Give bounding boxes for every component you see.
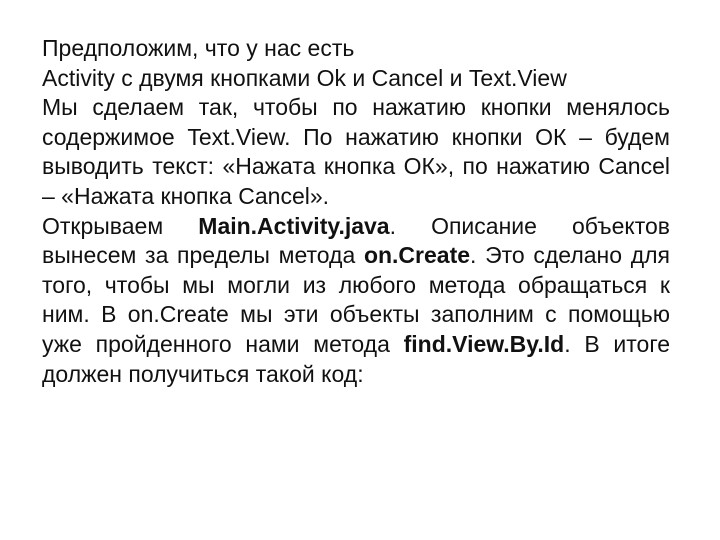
intro-line-2: Activity с двумя кнопками Ok и Cancel и Text.View bbox=[42, 64, 567, 91]
text-part-4: . В итоге должен получиться такой код: bbox=[42, 330, 671, 387]
method-findviewbyid: find.View.By.Id bbox=[403, 330, 565, 357]
method-oncreate: on.Create bbox=[363, 242, 471, 269]
intro-line-1: Предположим, что у нас есть bbox=[42, 35, 355, 61]
slide-text-block bbox=[42, 34, 670, 389]
text-part-2: . Описание объектов вынесем за пределы метода bbox=[42, 212, 670, 269]
paragraph-intro bbox=[42, 34, 670, 93]
text-part-1: Открываем bbox=[42, 212, 199, 239]
paragraph-behavior: Мы сделаем так, чтобы по нажатию кнопки менялось содержимое Text.View. По нажатию кнопки ОК – будем выводить текст: «Нажата кнопка ОК», по нажатию Cancel – «Нажата кнопка Cancel». bbox=[42, 94, 670, 209]
text-part-3: . Это сделано для того, чтобы мы могли из любого метода обращаться к ним. В on.Create мы эти объекты заполним с помощью уже пройденного нами метода bbox=[42, 242, 670, 357]
file-name: Main.Activity.java bbox=[198, 212, 390, 239]
paragraph-code-description bbox=[42, 212, 670, 390]
